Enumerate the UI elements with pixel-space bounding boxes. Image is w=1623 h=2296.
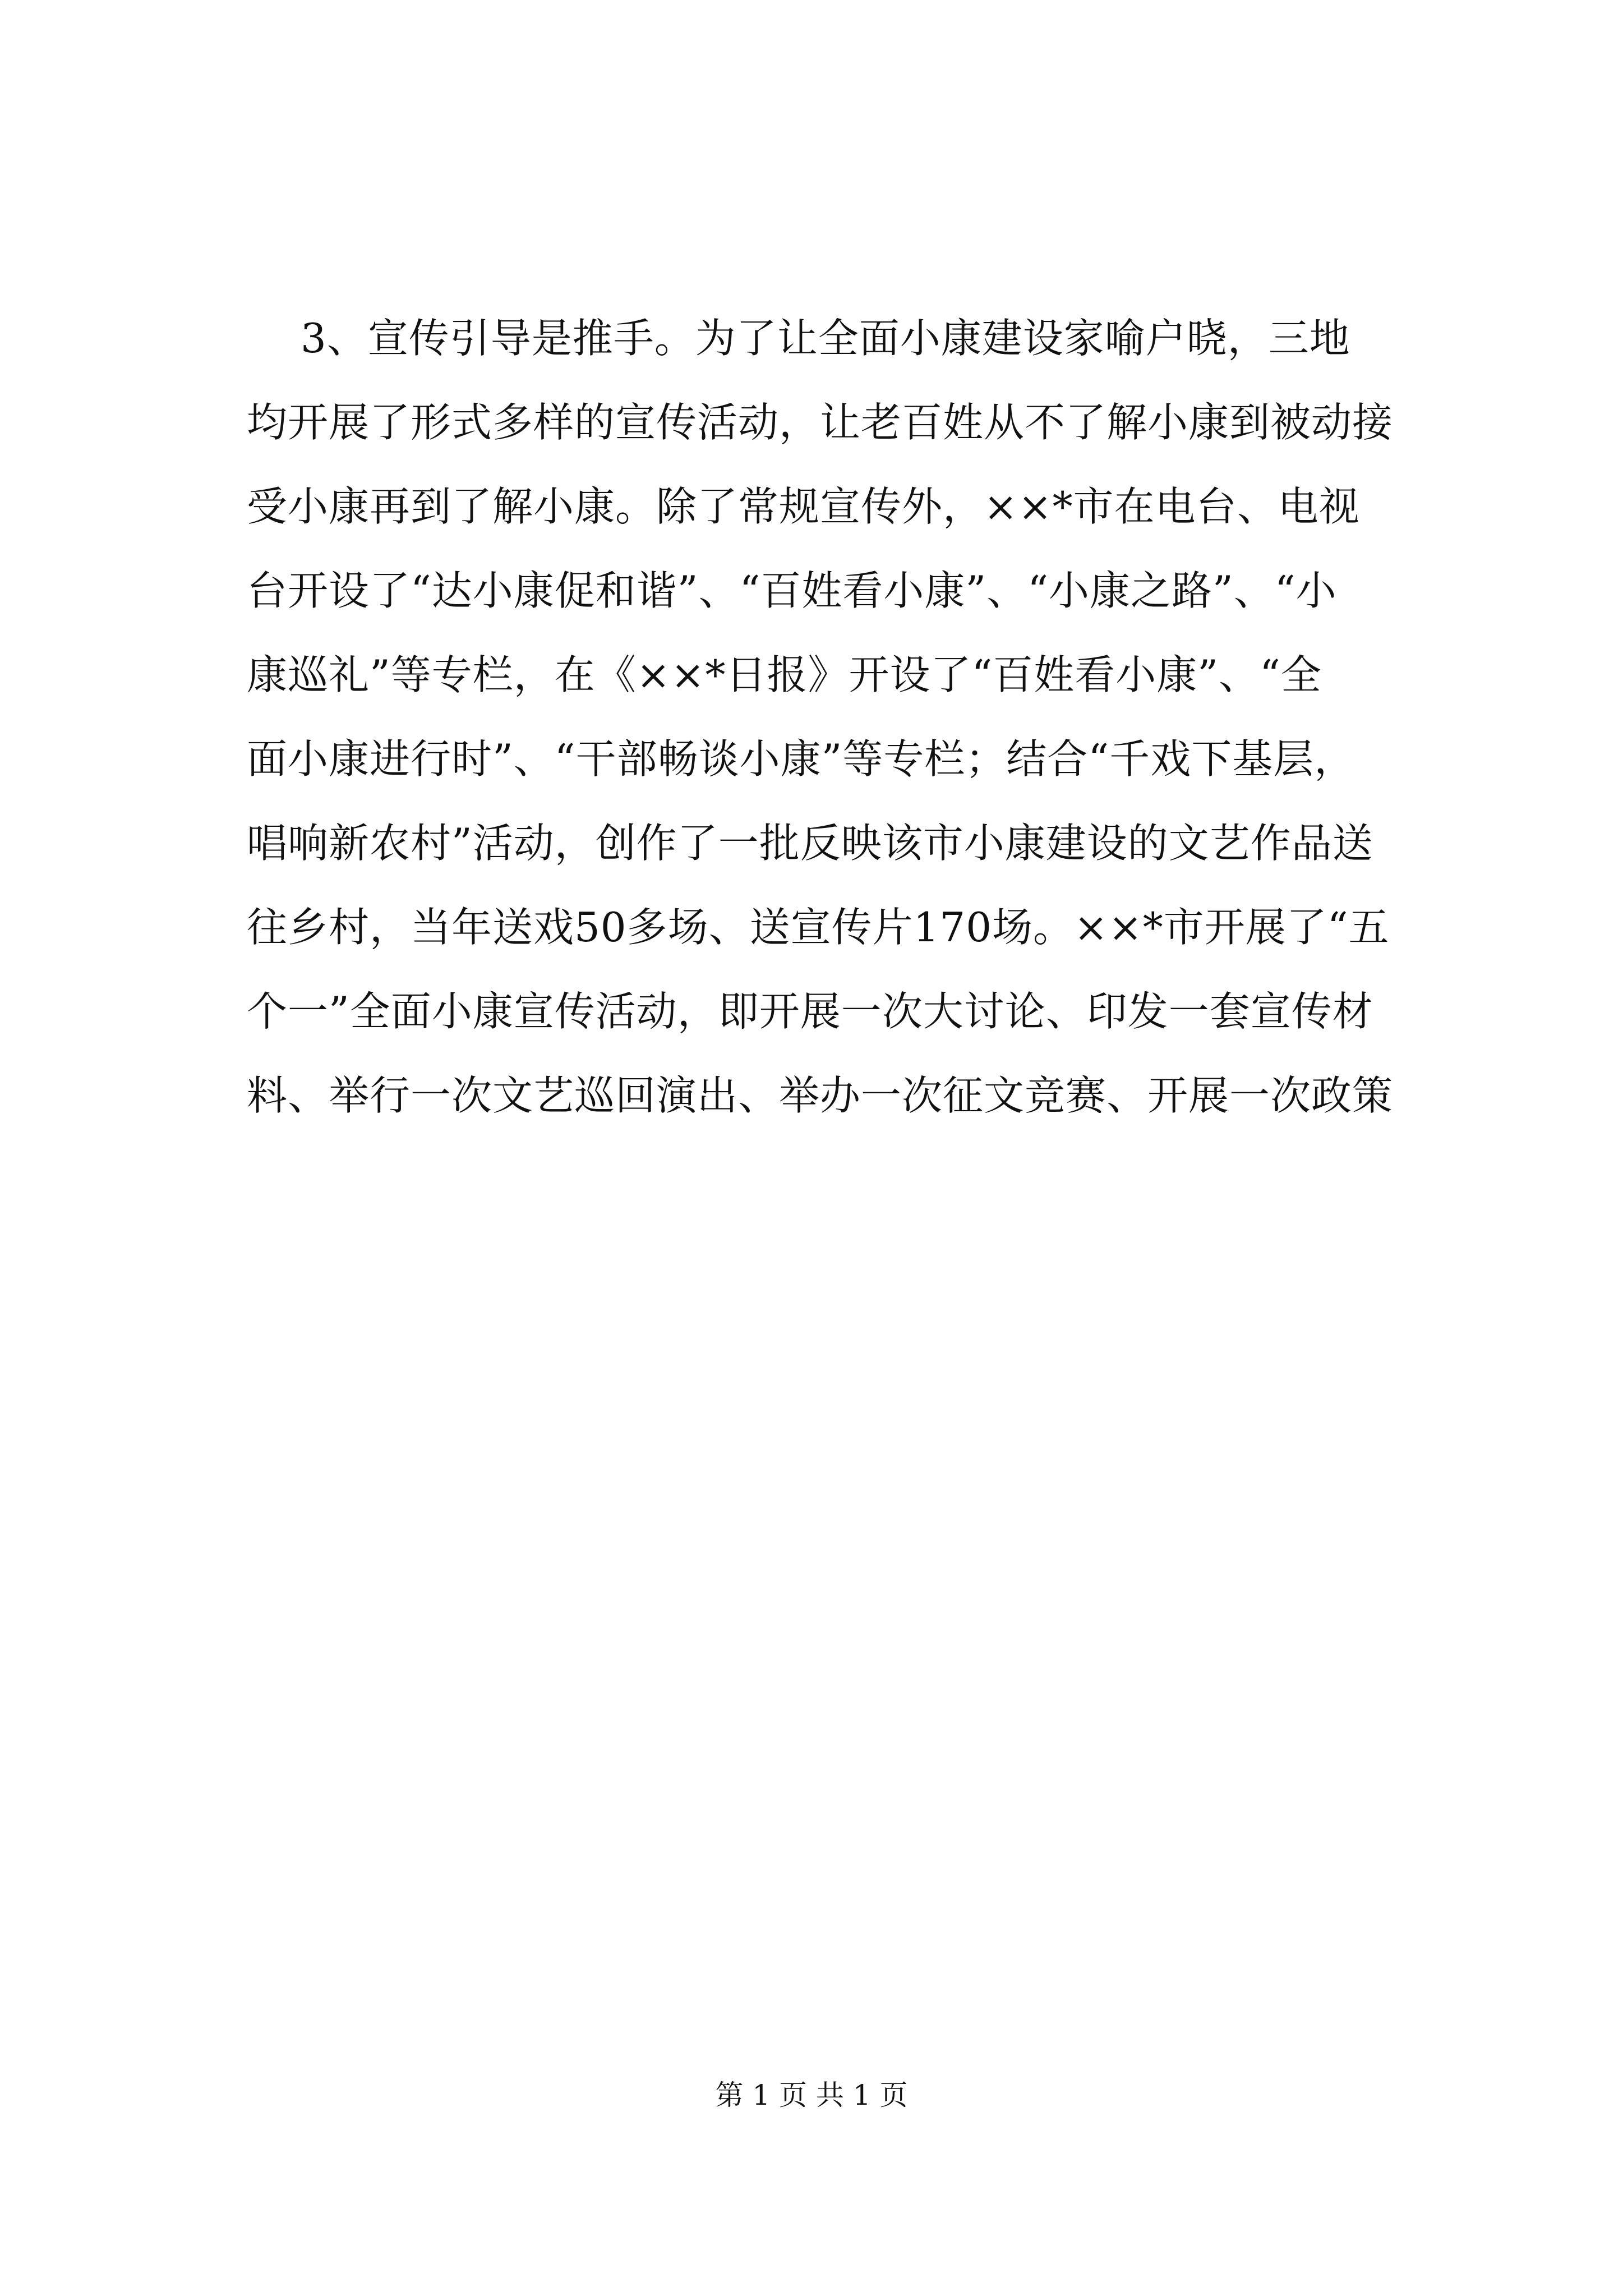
paragraph-line: 料、举行一次文艺巡回演出、举办一次征文竞赛、开展一次政策 bbox=[247, 1072, 1394, 1119]
paragraph-line: 面小康进行时”、“干部畅谈小康”等专栏；结合“千戏下基层， bbox=[247, 735, 1355, 783]
paragraph-line: 台开设了“达小康促和谐”、“百姓看小康”、“小康之路”、“小 bbox=[247, 567, 1337, 614]
paragraph-line: 康巡礼”等专栏，在《××*日报》开设了“百姓看小康”、“全 bbox=[247, 651, 1322, 698]
paragraph-line: 3、宣传引导是推手。为了让全面小康建设家喻户晓，三地 bbox=[301, 315, 1350, 362]
paragraph-line: 往乡村，当年送戏50多场、送宣传片170场。××*市开展了“五 bbox=[247, 904, 1390, 951]
body-paragraph bbox=[247, 296, 1413, 1138]
paragraph-line: 均开展了形式多样的宣传活动，让老百姓从不了解小康到被动接 bbox=[247, 399, 1394, 446]
page-footer: 第 1 页 共 1 页 bbox=[715, 2079, 908, 2111]
paragraph-line: 受小康再到了解小康。除了常规宣传外，××*市在电台、电视 bbox=[247, 483, 1360, 530]
paragraph-line: 个一”全面小康宣传活动，即开展一次大讨论、印发一套宣传材 bbox=[247, 988, 1373, 1035]
paragraph-line: 唱响新农村”活动，创作了一批反映该市小康建设的文艺作品送 bbox=[247, 820, 1373, 867]
